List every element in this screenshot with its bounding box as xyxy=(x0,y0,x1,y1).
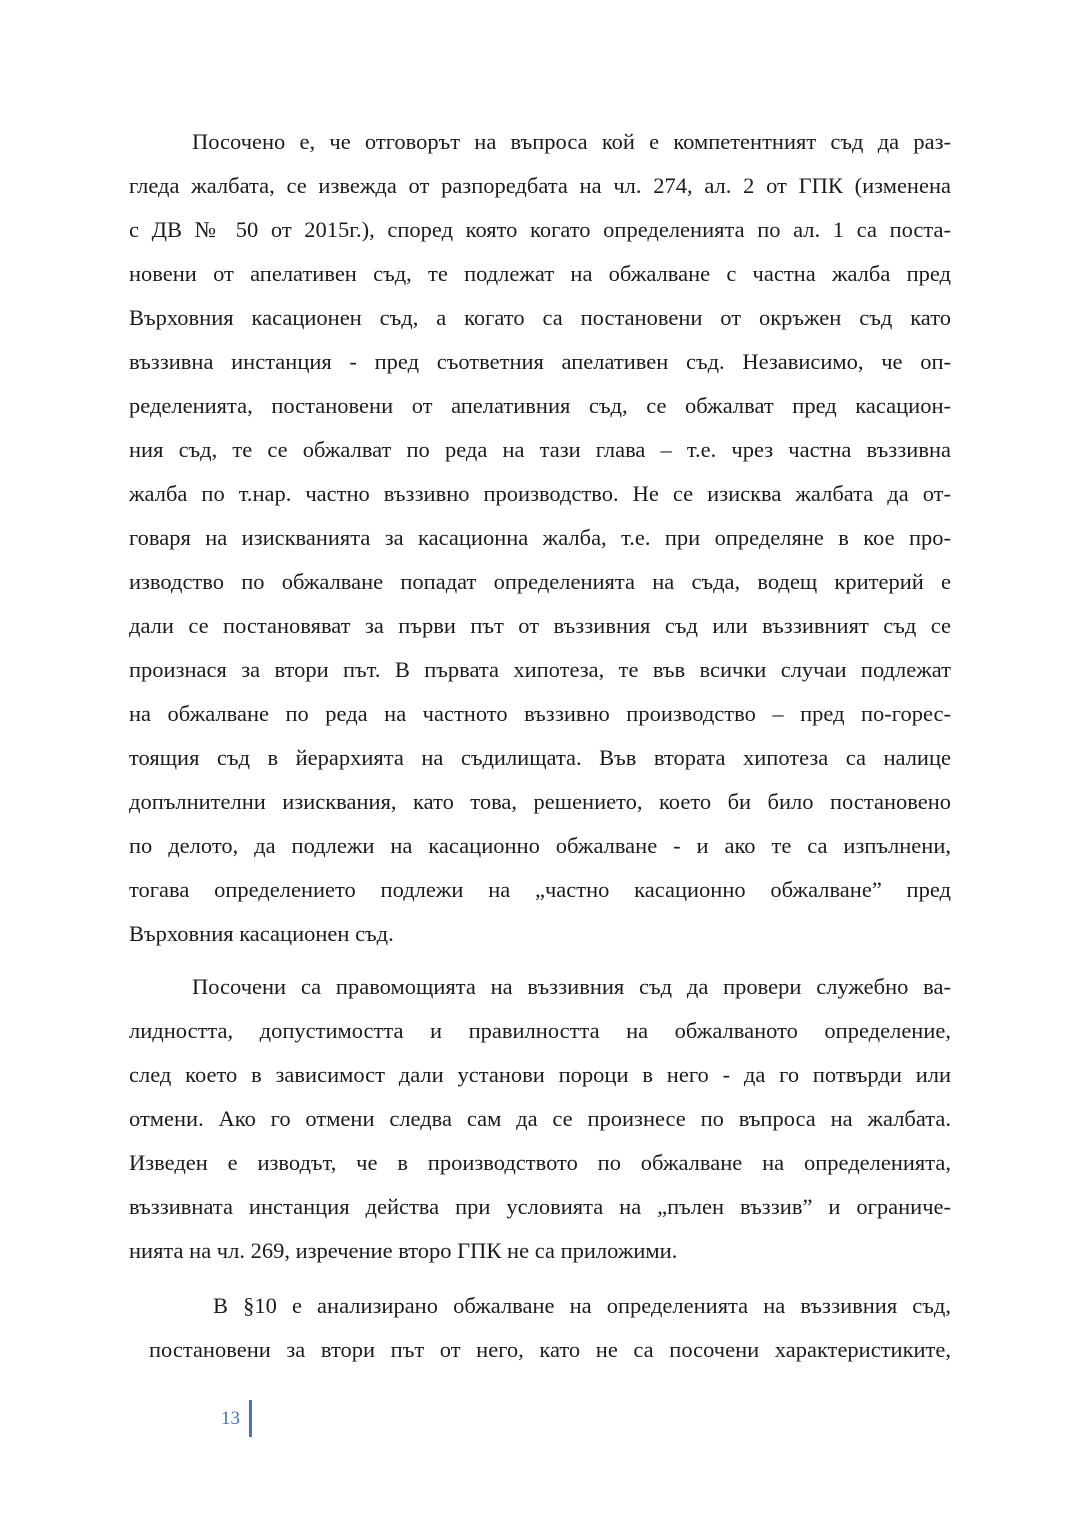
text-line: Върховния касационен съд. xyxy=(129,921,394,946)
text-line: по делото, да подлежи на касационно обжалване - и ако те са изпълнени, xyxy=(129,833,951,858)
text-line: с ДВ № 50 от 2015г.), според която когато определенията по ал. 1 са поста- xyxy=(129,217,951,242)
text-line: Изведен е изводът, че в производството по обжалване на определенията, xyxy=(129,1150,951,1175)
text-line: гледа жалбата, се извежда от разпоредбата на чл. 274, ал. 2 от ГПК (изменена xyxy=(129,173,951,198)
text-line: изводство по обжалване попадат определенията на съда, водещ критерий е xyxy=(129,569,951,594)
text-line: тогава определението подлежи на „частно касационно обжалване” пред xyxy=(129,877,951,902)
text-line: на обжалване по реда на частното въззивно производство – пред по-горес- xyxy=(129,701,951,726)
text-line: въззивна инстанция - пред съответния апелативен съд. Независимо, че оп- xyxy=(129,349,951,374)
page-number-divider xyxy=(249,1400,252,1437)
text-line: въззивната инстанция действа при условията на „пълен въззив” и ограниче- xyxy=(129,1194,951,1219)
text-line: Посочено е, че отговорът на въпроса кой е компетентният съд да раз- xyxy=(192,129,951,154)
text-line: ределенията, постановени от апелативния съд, се обжалват пред касацион- xyxy=(129,393,951,418)
page-number: 13 xyxy=(221,1408,240,1429)
text-line: Посочени са правомощията на въззивния съд да провери служебно ва- xyxy=(192,974,951,999)
text-line: постановени за втори път от него, като не са посочени характеристиките, xyxy=(149,1337,951,1362)
text-line: произнася за втори път. В първата хипотеза, те във всички случаи подлежат xyxy=(129,657,951,682)
text-line: говаря на изискванията за касационна жалба, т.е. при определяне в кое про- xyxy=(129,525,951,550)
text-line: отмени. Ако го отмени следва сам да се произнесе по въпроса на жалбата. xyxy=(129,1106,951,1131)
text-line: жалба по т.нар. частно въззивно производство. Не се изисква жалбата да от- xyxy=(129,481,951,506)
text-line: допълнителни изисквания, като това, решението, което би било постановено xyxy=(129,789,951,814)
text-line: след което в зависимост дали установи пороци в него - да го потвърди или xyxy=(129,1062,951,1087)
text-line: нията на чл. 269, изречение второ ГПК не са приложими. xyxy=(129,1238,678,1263)
text-line: Върховния касационен съд, а когато са постановени от окръжен съд като xyxy=(129,305,951,330)
text-line: тоящия съд в йерархията на съдилищата. Във втората хипотеза са налице xyxy=(129,745,951,770)
text-line: новени от апелативен съд, те подлежат на обжалване с частна жалба пред xyxy=(129,261,951,286)
text-line: лидността, допустимостта и правилността на обжалваното определение, xyxy=(129,1018,951,1043)
text-line: дали се постановяват за първи път от въззивния съд или въззивният съд се xyxy=(129,613,951,638)
text-line: ния съд, те се обжалват по реда на тази глава – т.е. чрез частна въззивна xyxy=(129,437,951,462)
text-line: В §10 е анализирано обжалване на определенията на въззивния съд, xyxy=(213,1293,951,1318)
